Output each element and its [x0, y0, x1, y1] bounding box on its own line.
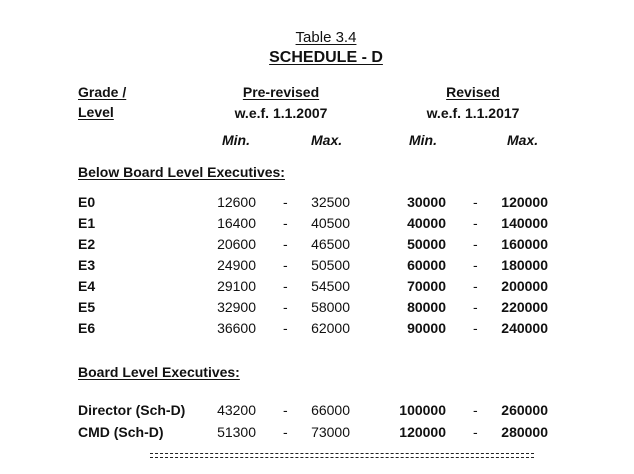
pre-min-cell: 16400	[217, 215, 256, 231]
pre-max-cell: 46500	[311, 236, 350, 252]
rev-min-cell: 90000	[407, 320, 446, 336]
grade-cell: E1	[78, 215, 96, 231]
pre-revised-date: w.e.f. 1.1.2007	[234, 105, 328, 121]
pre-max-cell: 62000	[311, 320, 350, 336]
pre-min-cell: 20600	[217, 236, 256, 252]
rev-max-cell: 280000	[501, 424, 548, 440]
pre-min-cell: 36600	[217, 320, 256, 336]
rev-separator: -	[473, 194, 478, 210]
pre-separator: -	[283, 299, 288, 315]
pre-min-header: Min.	[222, 132, 250, 148]
pre-revised-header: Pre-revised	[242, 84, 320, 100]
pre-min-cell: 24900	[217, 257, 256, 273]
rev-max-cell: 180000	[501, 257, 548, 273]
grade-cell: E2	[78, 236, 96, 252]
rev-separator: -	[473, 320, 478, 336]
grade-cell: E5	[78, 299, 96, 315]
rev-separator: -	[473, 236, 478, 252]
pre-max-cell: 66000	[311, 402, 350, 418]
grade-cell: E4	[78, 278, 96, 294]
rev-min-cell: 100000	[399, 402, 446, 418]
grade-cell: E3	[78, 257, 96, 273]
pre-min-cell: 29100	[217, 278, 256, 294]
rev-max-cell: 220000	[501, 299, 548, 315]
pre-separator: -	[283, 215, 288, 231]
pre-max-cell: 58000	[311, 299, 350, 315]
board-section-title: Board Level Executives:	[78, 364, 240, 380]
pre-separator: -	[283, 257, 288, 273]
grade-header: Grade /	[78, 84, 127, 100]
pre-separator: -	[283, 278, 288, 294]
pre-min-cell: 51300	[217, 424, 256, 440]
pre-max-cell: 54500	[311, 278, 350, 294]
rev-min-cell: 40000	[407, 215, 446, 231]
separator-rule	[150, 453, 534, 454]
rev-separator: -	[473, 215, 478, 231]
rev-separator: -	[473, 257, 478, 273]
pre-min-cell: 12600	[217, 194, 256, 210]
rev-max-cell: 120000	[501, 194, 548, 210]
level-header: Level	[78, 104, 114, 120]
rev-min-cell: 70000	[407, 278, 446, 294]
grade-cell: E0	[78, 194, 96, 210]
pre-separator: -	[283, 194, 288, 210]
pre-separator: -	[283, 402, 288, 418]
grade-cell: E6	[78, 320, 96, 336]
grade-cell: CMD (Sch-D)	[78, 424, 164, 440]
pre-separator: -	[283, 236, 288, 252]
pre-max-cell: 40500	[311, 215, 350, 231]
pre-min-cell: 32900	[217, 299, 256, 315]
grade-cell: Director (Sch-D)	[78, 402, 186, 418]
rev-separator: -	[473, 299, 478, 315]
rev-min-header: Min.	[409, 132, 437, 148]
pre-min-cell: 43200	[217, 402, 256, 418]
table-label: Table 3.4	[295, 29, 357, 46]
rev-min-cell: 30000	[407, 194, 446, 210]
schedule-title: SCHEDULE - D	[269, 49, 383, 66]
rev-min-cell: 120000	[399, 424, 446, 440]
rev-max-cell: 240000	[501, 320, 548, 336]
below-board-section-title: Below Board Level Executives:	[78, 164, 285, 180]
pre-separator: -	[283, 424, 288, 440]
rev-max-cell: 160000	[501, 236, 548, 252]
rev-separator: -	[473, 402, 478, 418]
pre-max-header: Max.	[311, 132, 343, 148]
rev-min-cell: 60000	[407, 257, 446, 273]
revised-date: w.e.f. 1.1.2017	[426, 105, 520, 121]
rev-max-cell: 140000	[501, 215, 548, 231]
rev-min-cell: 80000	[407, 299, 446, 315]
pre-separator: -	[283, 320, 288, 336]
rev-min-cell: 50000	[407, 236, 446, 252]
pre-max-cell: 32500	[311, 194, 350, 210]
pre-max-cell: 50500	[311, 257, 350, 273]
pre-max-cell: 73000	[311, 424, 350, 440]
rev-max-cell: 200000	[501, 278, 548, 294]
rev-max-header: Max.	[507, 132, 539, 148]
rev-separator: -	[473, 278, 478, 294]
separator-rule	[150, 457, 534, 458]
rev-separator: -	[473, 424, 478, 440]
revised-header: Revised	[446, 84, 500, 100]
rev-max-cell: 260000	[501, 402, 548, 418]
